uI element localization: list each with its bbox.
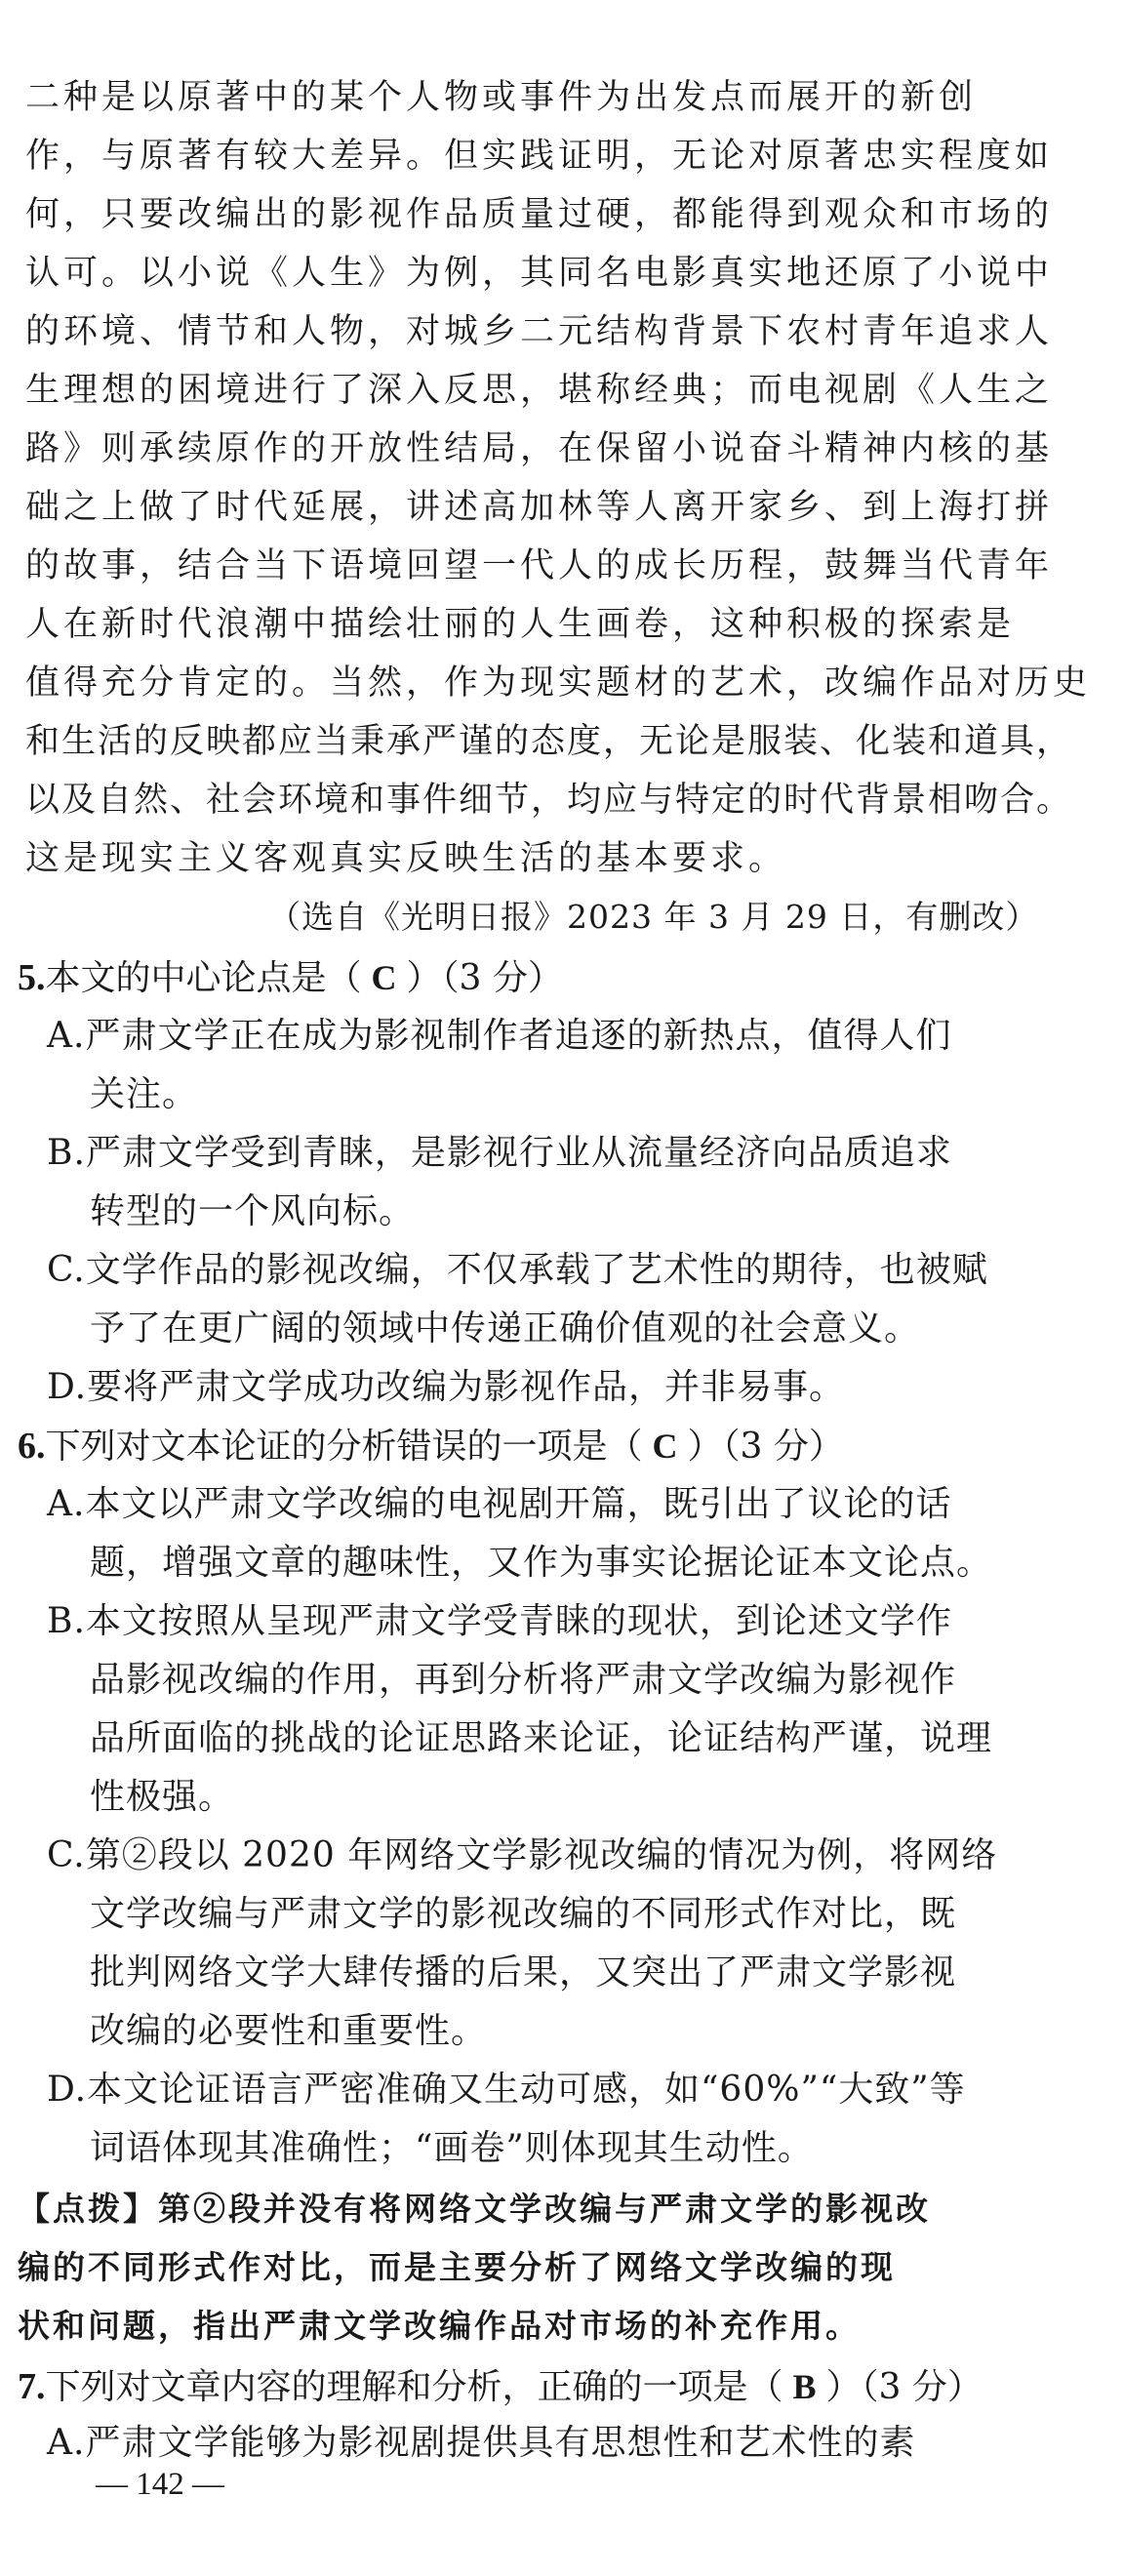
- question-score: ）（3 分）: [825, 2367, 983, 2407]
- question-number: 6.: [18, 1426, 46, 1467]
- passage-line: 二种是以原著中的某个人物或事件为出发点而展开的新创: [25, 78, 978, 117]
- passage-line: 的故事，结合当下语境回望一代人的成长历程，鼓舞当代青年: [25, 546, 1054, 585]
- tip-line: 状和问题，指出严肃文学改编作品对市场的补充作用。: [18, 2307, 861, 2345]
- passage-line: 值得充分肯定的。当然，作为现实题材的艺术，改编作品对历史: [25, 664, 1092, 703]
- answer-letter: C: [371, 958, 397, 997]
- option-b-cont: 转型的一个风向标。: [90, 1191, 416, 1231]
- option-c-cont: 改编的必要性和重要性。: [90, 2011, 488, 2051]
- passage-line: 的环境、情节和人物，对城乡二元结构背景下农村青年追求人: [25, 312, 1054, 351]
- option-b: B.本文按照从呈现严肃文学受青睐的现状，到论述文学作: [47, 1601, 952, 1641]
- option-b-cont: 性极强。: [90, 1777, 235, 1817]
- passage-line: 以及自然、社会环境和事件细节，均应与特定的时代背景相吻合。: [25, 781, 1073, 820]
- option-c: C.文学作品的影视改编，不仅承载了艺术性的期待，也被赋: [47, 1250, 988, 1290]
- option-c-cont: 批判网络文学大肆传播的后果，又突出了严肃文学影视: [90, 1952, 957, 1992]
- answer-letter: B: [792, 2367, 817, 2406]
- answer-letter: C: [652, 1427, 678, 1466]
- option-a-cont: 题，增强文章的趣味性，又作为事实论据论证本文论点。: [90, 1543, 993, 1583]
- option-d-cont: 词语体现其准确性；“画卷”则体现其生动性。: [90, 2128, 814, 2168]
- question-score: ）（3 分）: [687, 1427, 844, 1467]
- page-number: — 142 —: [96, 2467, 224, 2502]
- source-citation: （选自《光明日报》2023 年 3 月 29 日，有删改）: [268, 898, 1039, 936]
- option-a: A.严肃文学能够为影视剧提供具有思想性和艺术性的素: [47, 2423, 916, 2463]
- option-b: B.严肃文学受到青睐，是影视行业从流量经济向品质追求: [47, 1133, 952, 1173]
- option-c: C.第②段以 2020 年网络文学影视改编的情况为例，将网络: [47, 1835, 998, 1875]
- option-c-cont: 文学改编与严肃文学的影视改编的不同形式作对比，既: [90, 1894, 957, 1934]
- option-a: A.严肃文学正在成为影视制作者追逐的新热点，值得人们: [47, 1016, 952, 1056]
- tip-line: 编的不同形式作对比，而是主要分析了网络文学改编的现: [18, 2248, 896, 2286]
- question-7-stem: [18, 2357, 983, 2417]
- question-number: 5.: [18, 957, 46, 998]
- passage-line: 何，只要改编出的影视作品质量过硬，都能得到观众和市场的: [25, 195, 1054, 234]
- question-number: 7.: [18, 2366, 46, 2407]
- passage-line: 生理想的困境进行了深入反思，堪称经典；而电视剧《人生之: [25, 371, 1054, 410]
- tip-line: 【点拨】第②段并没有将网络文学改编与严肃文学的影视改: [18, 2190, 931, 2228]
- passage-line: 这是现实主义客观真实反映生活的基本要求。: [25, 839, 787, 878]
- option-a-cont: 关注。: [90, 1074, 199, 1114]
- passage-line: 作，与原著有较大差异。但实践证明，无论对原著忠实程度如: [25, 137, 1054, 176]
- question-6-stem: [18, 1417, 844, 1476]
- option-a: A.本文以严肃文学改编的电视剧开篇，既引出了议论的话: [47, 1484, 952, 1524]
- passage-line: 础之上做了时代延展，讲述高加林等人离开家乡、到上海打拼: [25, 488, 1054, 527]
- option-c-cont: 予了在更广阔的领域中传递正确价值观的社会意义。: [90, 1308, 921, 1348]
- question-text: 下列对文本论证的分析错误的一项是（: [45, 1427, 643, 1467]
- passage-line: 和生活的反映都应当秉承严谨的态度，无论是服装、化装和道具，: [25, 722, 1073, 761]
- option-b-cont: 品影视改编的作用，再到分析将严肃文学改编为影视作: [90, 1660, 957, 1700]
- option-b-cont: 品所面临的挑战的论证思路来论证，论证结构严谨，说理: [90, 1718, 993, 1758]
- question-5-stem: [18, 948, 563, 1008]
- option-d: D.本文论证语言严密准确又生动可感，如“60%”“大致”等: [47, 2070, 966, 2110]
- question-text: 本文的中心论点是（: [45, 958, 362, 998]
- question-text: 下列对文章内容的理解和分析，正确的一项是（: [45, 2367, 783, 2407]
- question-score: ）（3 分）: [406, 958, 563, 998]
- option-d: D.要将严肃文学成功改编为影视作品，并非易事。: [47, 1367, 846, 1407]
- passage-line: 人在新时代浪潮中描绘壮丽的人生画卷，这种积极的探索是: [25, 605, 1016, 644]
- passage-line: 认可。以小说《人生》为例，其同名电影真实地还原了小说中: [25, 254, 1054, 293]
- passage-line: 路》则承续原作的开放性结局，在保留小说奋斗精神内核的基: [25, 429, 1054, 468]
